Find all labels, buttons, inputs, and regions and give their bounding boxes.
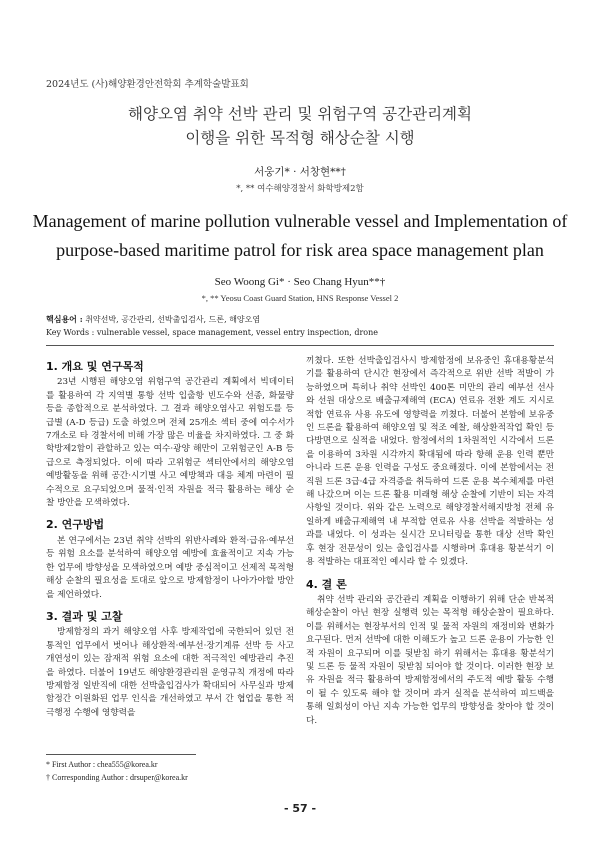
korean-title-line-2: 이행을 위한 목적형 해상순찰 시행 <box>185 129 415 147</box>
korean-affiliation: *, ** 여수해양경찰서 화학방제2함 <box>236 184 364 194</box>
footnote-divider <box>46 754 196 755</box>
section-2-body: 본 연구에서는 23년 취약 선박의 위반사례와 환적·급유·예부선 등 위험 요소를 분석하여 해양오염 예방에 효율적이고 지속 가능한 업무에 방향성을 모색하였으며 예방 중심적이고 선제적 목적형 해상 순찰의 필요성을 토대로 앞으로 방제함정이 나아가야할 방안을 제언하였다. <box>46 535 294 600</box>
korean-authors: 서웅기* · 서창현**† <box>254 166 346 178</box>
keywords-korean-text: 취약선박, 공간관리, 선박출입검사, 드론, 해양오염 <box>82 315 261 324</box>
footnote-first-author: * First Author : chea555@korea.kr <box>46 760 158 769</box>
left-column <box>46 352 294 720</box>
keywords-english-label: Key Words : <box>46 328 95 337</box>
korean-title-line-1: 해양오염 취약 선박 관리 및 위험구역 공간관리계획 <box>128 105 472 123</box>
section-2-heading: 2. 연구방법 <box>46 518 105 532</box>
keywords-korean-label: 핵심용어 : <box>46 314 83 324</box>
conference-header: 2024년도 (사)해양환경안전학회 추계학술발표회 <box>46 79 249 90</box>
english-title-line-2: purpose-based maritime patrol for risk area space management plan <box>56 240 544 260</box>
section-4-heading: 4. 결 론 <box>306 577 347 591</box>
english-authors: Seo Woong Gi* · Seo Chang Hyun**† <box>214 276 386 288</box>
section-4-body: 취약 선박 관리와 공간관리 계획을 이행하기 위해 단순 반복적 해상순찰이 아닌 현장 실행력 있는 목적형 해상순찰이 필요하다. 이를 위해서는 현장부서의 인적 및 물적 자원의 재정비와 변화가 요구된다. 먼저 선박에 대한 이해도가 높고 드론 운용이 가능한 인적 자원이 요구되며 이를 뒷받침 하기 위해서는 휴대용 황분석기 및 드론 등 물적 자원이 뒷받침 되어야 할 것이다. 이러한 현장 보유 자원을 적극 활용하여 방제함정에서의 주도적 예방 활동 수행이 될 수 있도록 해야 할 것이며 과거 실적을 분석하여 피드백을 통해 일회성이 아닌 지속 가능한 업무의 방향성을 찾아야 할 것이다. <box>306 594 554 726</box>
english-title-line-1: Management of marine pollution vulnerable vessel and Implementation of <box>32 211 568 231</box>
keywords-english-text: vulnerable vessel, space management, vessel entry inspection, drone <box>94 328 378 337</box>
section-3-body: 방제함정의 과거 해양오염 사후 방제작업에 국한되어 있던 전통적인 업무에서 벗어나 해상환적·예부선·장기계류 선박 등 사고 개연성이 있는 잠재적 위험 요소에 대한 적극적인 예방관리 추진을 하였다. 더불어 19년도 해양환경관리원 운영규칙 개정에 따라 방제함정 일반직에 대한 선박출입검사가 확대되어 사무실과 방제함정간 이원화된 업무 인식을 개선하였고 부서 간 협업을 통한 적극행정 수행에 영향력을 <box>46 627 294 718</box>
page-number: - 57 - <box>283 802 317 815</box>
footnote-corresponding-author: † Corresponding Author : drsuper@korea.kr <box>46 773 188 782</box>
keywords-korean <box>46 314 260 325</box>
keywords-divider <box>46 345 554 346</box>
right-column <box>306 355 554 728</box>
section-1-heading: 1. 개요 및 연구목적 <box>46 360 144 373</box>
english-affiliation: *, ** Yeosu Coast Guard Station, HNS Response Vessel 2 <box>201 293 399 303</box>
section-3-heading: 3. 결과 및 고찰 <box>46 609 123 623</box>
section-3-continued: 끼쳤다. 또한 선박출입검사시 방제함정에 보유중인 휴대용황분석기를 활용하여 단시간 현장에서 즉각적으로 위반 선박 적발이 가능하였으며 특히나 취약 선박인 400톤 미만의 관리 예부선 선사와 선원 대상으로 배출규제해역 (ECA) 연료유 전환 계도 지시로 적합 연료유 사용 유도에 영향력을 끼쳤다. 더불어 본함에 보유중인 드론을 활용하여 해양오염 및 적조 예찰, 해상환적작업 확인 등 다방면으로 실적을 내었다. 함정에서의 1차원적인 시각에서 드론을 이용하여 3차원 시각까지 확대됨에 따라 항해 운용 인력 뿐만 아니라 드론 운용 인력을 구성도 중요해졌다. 이에 본함에서는 전 직원 드론 3급·4급 자격증을 취득하여 드론 운용 복수체제를 마련해 나갔으며 이는 드론 활용 미래형 해상 순찰에 기반이 되는 자격 사항일 것이다. 위와 같은 노력으로 해양경찰서해지방청 전체 유일하게 배출규제해역 내 부적합 연료유 사용 선박을 적발하는 성과를 내었다. 이 성과는 실시간 모니터링을 통한 대상 선박 확인 후 현장 전문성이 있는 출입검사를 시행하며 휴대용 황분석기 이용 적발하는 대표적인 예시라 할 수 있겠다. <box>306 356 554 568</box>
keywords-english <box>46 328 378 337</box>
section-1-body: 23년 시행된 해양오염 위험구역 공간관리 계획에서 빅데이터를 활용하여 각 지역별 통항 선박 입출항 빈도수와 선종, 화물량 등을 종합적으로 분석하였다. 그 결과 해양오염사고 위험도를 등급별 (A-D 등급) 도출 하였으며 전체 25개소 섹터 중에 여수서가 7개소로 타 경찰서에 비해 가장 많은 비율을 차지하였다. 그 중 화학방제2함이 관할하고 있는 여수·광양 해만이 고위험군인 A-B 등급으로 측정되었다. 이에 따라 고위험군 섹터안에서의 해양오염 예방활동을 위해 공간·시기별 사고 예방책과 대응 체계 마련이 필수적으로 요구되었으며 물적·인적 자원을 적극 활용하는 해상 순찰 방안을 모색하였다. <box>46 377 294 509</box>
